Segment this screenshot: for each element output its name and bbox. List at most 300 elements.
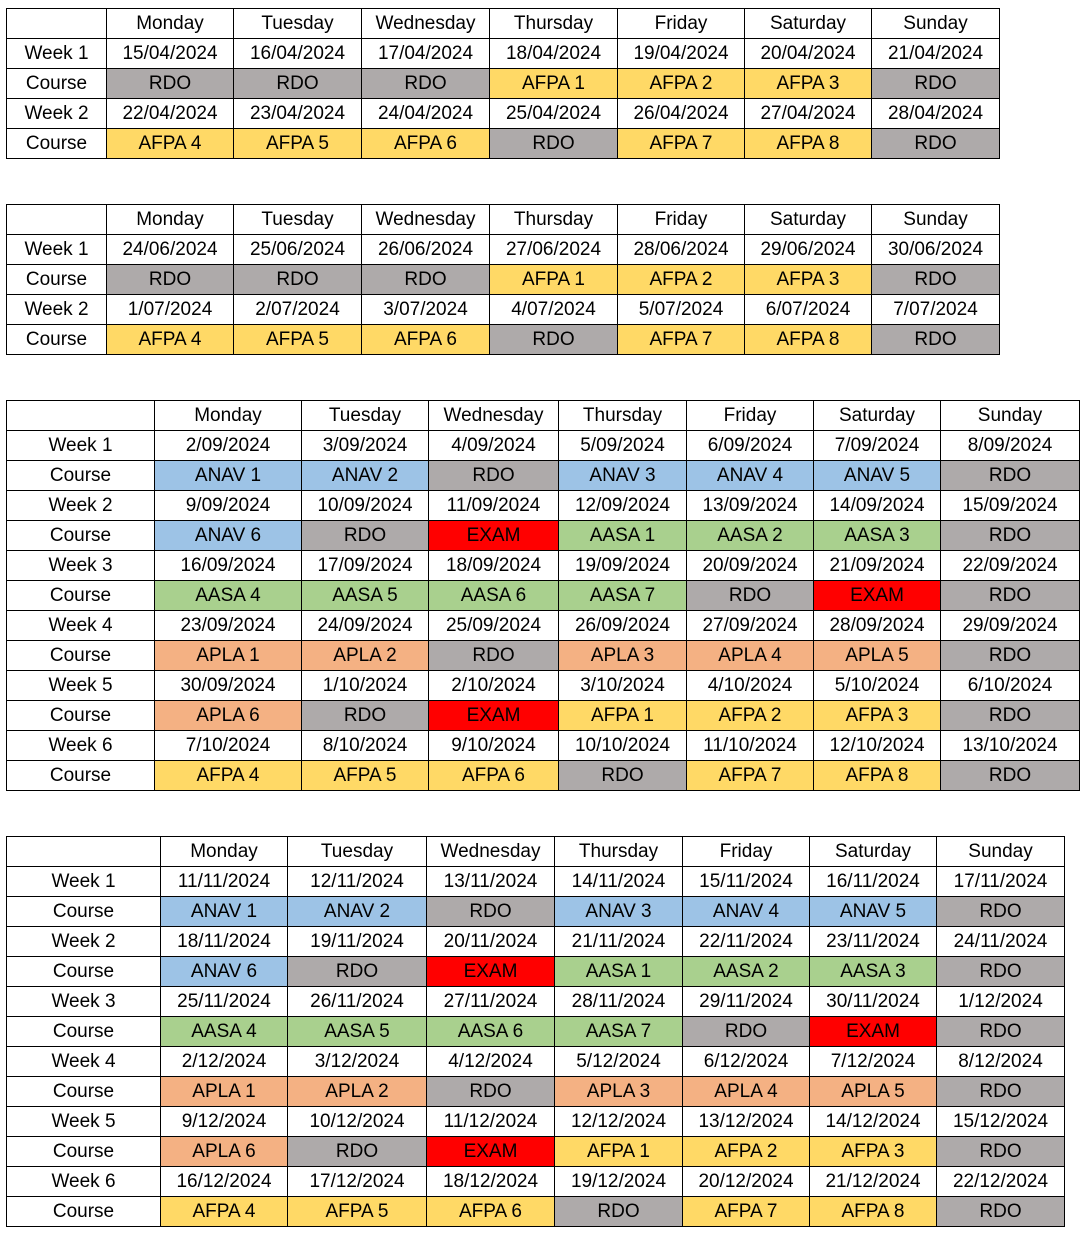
week-label: Week 6 [7, 731, 155, 761]
course-label: Course [7, 957, 161, 987]
day-header-cell: Sunday [941, 401, 1080, 431]
date-cell: 26/06/2024 [362, 235, 490, 265]
course-cell: AFPA 2 [683, 1137, 810, 1167]
date-cell: 11/09/2024 [429, 491, 559, 521]
day-header-cell: Wednesday [362, 9, 490, 39]
course-cell: ANAV 3 [559, 461, 687, 491]
date-cell: 14/11/2024 [555, 867, 683, 897]
date-cell: 8/12/2024 [937, 1047, 1065, 1077]
date-cell: 29/09/2024 [941, 611, 1080, 641]
week-dates-row [7, 611, 1080, 641]
course-row [7, 1077, 1065, 1107]
date-cell: 17/12/2024 [288, 1167, 427, 1197]
course-cell: AASA 2 [687, 521, 814, 551]
course-cell: APLA 1 [161, 1077, 288, 1107]
corner-cell [7, 205, 107, 235]
course-row [7, 69, 1000, 99]
date-cell: 2/10/2024 [429, 671, 559, 701]
day-header-cell: Sunday [872, 9, 1000, 39]
course-cell: AFPA 3 [745, 265, 872, 295]
date-cell: 17/11/2024 [937, 867, 1065, 897]
date-cell: 20/04/2024 [745, 39, 872, 69]
course-row [7, 129, 1000, 159]
schedule-table [6, 8, 1000, 159]
course-cell: AASA 5 [302, 581, 429, 611]
week-dates-row [7, 1047, 1065, 1077]
week-dates-row [7, 927, 1065, 957]
course-cell: AFPA 8 [810, 1197, 937, 1227]
course-cell: RDO [941, 521, 1080, 551]
course-cell: APLA 4 [683, 1077, 810, 1107]
day-header-cell: Tuesday [234, 9, 362, 39]
course-cell: AFPA 6 [362, 325, 490, 355]
day-header-row [7, 9, 1000, 39]
date-cell: 18/12/2024 [427, 1167, 555, 1197]
course-cell: AFPA 5 [234, 129, 362, 159]
date-cell: 16/09/2024 [155, 551, 302, 581]
course-cell: APLA 3 [559, 641, 687, 671]
course-cell: AFPA 2 [618, 265, 745, 295]
date-cell: 8/10/2024 [302, 731, 429, 761]
corner-cell [7, 837, 161, 867]
day-header-cell: Saturday [810, 837, 937, 867]
week-label: Week 6 [7, 1167, 161, 1197]
date-cell: 11/11/2024 [161, 867, 288, 897]
course-cell: ANAV 4 [687, 461, 814, 491]
date-cell: 15/04/2024 [107, 39, 234, 69]
course-cell: APLA 5 [814, 641, 941, 671]
date-cell: 16/04/2024 [234, 39, 362, 69]
day-header-cell: Monday [107, 9, 234, 39]
date-cell: 12/09/2024 [559, 491, 687, 521]
course-cell: RDO [362, 265, 490, 295]
date-cell: 25/09/2024 [429, 611, 559, 641]
date-cell: 17/04/2024 [362, 39, 490, 69]
course-cell: EXAM [429, 701, 559, 731]
course-cell: RDO [288, 957, 427, 987]
date-cell: 15/12/2024 [937, 1107, 1065, 1137]
course-cell: ANAV 2 [288, 897, 427, 927]
day-header-cell: Thursday [559, 401, 687, 431]
date-cell: 4/12/2024 [427, 1047, 555, 1077]
course-cell: RDO [937, 1197, 1065, 1227]
week-dates-row [7, 731, 1080, 761]
course-cell: AFPA 4 [107, 325, 234, 355]
date-cell: 13/09/2024 [687, 491, 814, 521]
course-cell: AFPA 7 [618, 129, 745, 159]
course-cell: AFPA 7 [618, 325, 745, 355]
course-cell: RDO [937, 1137, 1065, 1167]
day-header-cell: Wednesday [427, 837, 555, 867]
course-cell: RDO [107, 265, 234, 295]
week-dates-row [7, 491, 1080, 521]
day-header-cell: Saturday [745, 205, 872, 235]
week-dates-row [7, 99, 1000, 129]
date-cell: 2/12/2024 [161, 1047, 288, 1077]
week-dates-row [7, 1167, 1065, 1197]
date-cell: 27/09/2024 [687, 611, 814, 641]
date-cell: 4/10/2024 [687, 671, 814, 701]
date-cell: 4/07/2024 [490, 295, 618, 325]
day-header-cell: Tuesday [302, 401, 429, 431]
course-cell: AFPA 7 [683, 1197, 810, 1227]
date-cell: 19/11/2024 [288, 927, 427, 957]
date-cell: 9/10/2024 [429, 731, 559, 761]
course-cell: AASA 3 [810, 957, 937, 987]
week-label: Week 3 [7, 987, 161, 1017]
course-cell: RDO [490, 325, 618, 355]
week-label: Week 2 [7, 491, 155, 521]
week-dates-row [7, 1107, 1065, 1137]
course-cell: RDO [872, 325, 1000, 355]
course-cell: AFPA 6 [427, 1197, 555, 1227]
date-cell: 12/12/2024 [555, 1107, 683, 1137]
course-cell: AFPA 2 [687, 701, 814, 731]
course-label: Course [7, 325, 107, 355]
date-cell: 4/09/2024 [429, 431, 559, 461]
day-header-cell: Sunday [872, 205, 1000, 235]
course-cell: AFPA 7 [687, 761, 814, 791]
course-cell: RDO [941, 701, 1080, 731]
date-cell: 24/04/2024 [362, 99, 490, 129]
course-cell: RDO [683, 1017, 810, 1047]
course-cell: RDO [941, 641, 1080, 671]
course-cell: RDO [288, 1137, 427, 1167]
course-cell: AASA 5 [288, 1017, 427, 1047]
course-label: Course [7, 461, 155, 491]
date-cell: 26/09/2024 [559, 611, 687, 641]
week-dates-row [7, 987, 1065, 1017]
course-cell: RDO [872, 265, 1000, 295]
course-cell: AFPA 6 [429, 761, 559, 791]
date-cell: 25/11/2024 [161, 987, 288, 1017]
date-cell: 7/09/2024 [814, 431, 941, 461]
course-label: Course [7, 1017, 161, 1047]
course-cell: AASA 6 [427, 1017, 555, 1047]
date-cell: 17/09/2024 [302, 551, 429, 581]
date-cell: 7/07/2024 [872, 295, 1000, 325]
date-cell: 9/09/2024 [155, 491, 302, 521]
course-row [7, 265, 1000, 295]
course-cell: RDO [937, 897, 1065, 927]
date-cell: 3/09/2024 [302, 431, 429, 461]
date-cell: 22/12/2024 [937, 1167, 1065, 1197]
date-cell: 13/12/2024 [683, 1107, 810, 1137]
day-header-cell: Friday [687, 401, 814, 431]
date-cell: 21/09/2024 [814, 551, 941, 581]
course-cell: ANAV 3 [555, 897, 683, 927]
date-cell: 24/06/2024 [107, 235, 234, 265]
course-cell: RDO [872, 129, 1000, 159]
course-cell: AFPA 2 [618, 69, 745, 99]
course-cell: RDO [427, 1077, 555, 1107]
day-header-cell: Monday [161, 837, 288, 867]
date-cell: 6/07/2024 [745, 295, 872, 325]
day-header-cell: Saturday [814, 401, 941, 431]
date-cell: 28/11/2024 [555, 987, 683, 1017]
week-dates-row [7, 39, 1000, 69]
course-cell: RDO [302, 521, 429, 551]
week-label: Week 4 [7, 1047, 161, 1077]
week-label: Week 1 [7, 867, 161, 897]
date-cell: 18/04/2024 [490, 39, 618, 69]
course-cell: ANAV 5 [810, 897, 937, 927]
date-cell: 22/09/2024 [941, 551, 1080, 581]
date-cell: 23/11/2024 [810, 927, 937, 957]
course-cell: AASA 6 [429, 581, 559, 611]
date-cell: 13/11/2024 [427, 867, 555, 897]
date-cell: 27/06/2024 [490, 235, 618, 265]
date-cell: 23/09/2024 [155, 611, 302, 641]
course-cell: ANAV 1 [161, 897, 288, 927]
date-cell: 1/10/2024 [302, 671, 429, 701]
date-cell: 14/12/2024 [810, 1107, 937, 1137]
schedule-table [6, 204, 1000, 355]
date-cell: 1/07/2024 [107, 295, 234, 325]
week-label: Week 2 [7, 295, 107, 325]
date-cell: 11/10/2024 [687, 731, 814, 761]
course-cell: RDO [429, 641, 559, 671]
day-header-cell: Thursday [555, 837, 683, 867]
course-cell: RDO [490, 129, 618, 159]
course-cell: APLA 3 [555, 1077, 683, 1107]
course-label: Course [7, 1077, 161, 1107]
date-cell: 6/12/2024 [683, 1047, 810, 1077]
course-row [7, 897, 1065, 927]
date-cell: 29/11/2024 [683, 987, 810, 1017]
date-cell: 7/12/2024 [810, 1047, 937, 1077]
course-cell: AFPA 3 [745, 69, 872, 99]
course-cell: AFPA 4 [161, 1197, 288, 1227]
course-label: Course [7, 1137, 161, 1167]
course-cell: AASA 7 [555, 1017, 683, 1047]
date-cell: 7/10/2024 [155, 731, 302, 761]
course-row [7, 641, 1080, 671]
course-row [7, 1017, 1065, 1047]
course-cell: ANAV 4 [683, 897, 810, 927]
course-cell: ANAV 2 [302, 461, 429, 491]
course-label: Course [7, 897, 161, 927]
day-header-cell: Wednesday [362, 205, 490, 235]
day-header-cell: Tuesday [288, 837, 427, 867]
course-cell: RDO [687, 581, 814, 611]
course-cell: AFPA 1 [555, 1137, 683, 1167]
course-cell: RDO [234, 265, 362, 295]
date-cell: 27/04/2024 [745, 99, 872, 129]
date-cell: 6/10/2024 [941, 671, 1080, 701]
course-cell: RDO [872, 69, 1000, 99]
course-label: Course [7, 1197, 161, 1227]
course-label: Course [7, 641, 155, 671]
course-row [7, 1137, 1065, 1167]
course-label: Course [7, 761, 155, 791]
course-cell: AFPA 8 [745, 325, 872, 355]
course-cell: RDO [941, 581, 1080, 611]
day-header-cell: Friday [618, 205, 745, 235]
week-label: Week 2 [7, 99, 107, 129]
course-cell: AFPA 5 [288, 1197, 427, 1227]
date-cell: 8/09/2024 [941, 431, 1080, 461]
course-cell: RDO [555, 1197, 683, 1227]
week-label: Week 4 [7, 611, 155, 641]
date-cell: 30/11/2024 [810, 987, 937, 1017]
course-cell: AFPA 5 [302, 761, 429, 791]
week-dates-row [7, 671, 1080, 701]
week-dates-row [7, 295, 1000, 325]
date-cell: 22/11/2024 [683, 927, 810, 957]
date-cell: 25/06/2024 [234, 235, 362, 265]
date-cell: 16/11/2024 [810, 867, 937, 897]
course-cell: AFPA 8 [814, 761, 941, 791]
day-header-cell: Monday [107, 205, 234, 235]
date-cell: 10/10/2024 [559, 731, 687, 761]
week-label: Week 5 [7, 671, 155, 701]
date-cell: 5/09/2024 [559, 431, 687, 461]
course-cell: ANAV 1 [155, 461, 302, 491]
day-header-cell: Friday [683, 837, 810, 867]
day-header-cell: Thursday [490, 205, 618, 235]
date-cell: 3/10/2024 [559, 671, 687, 701]
week-label: Week 5 [7, 1107, 161, 1137]
date-cell: 24/11/2024 [937, 927, 1065, 957]
date-cell: 3/12/2024 [288, 1047, 427, 1077]
course-label: Course [7, 129, 107, 159]
day-header-cell: Sunday [937, 837, 1065, 867]
course-cell: RDO [941, 461, 1080, 491]
course-cell: AFPA 3 [810, 1137, 937, 1167]
date-cell: 5/10/2024 [814, 671, 941, 701]
course-cell: AFPA 4 [107, 129, 234, 159]
course-cell: RDO [107, 69, 234, 99]
date-cell: 11/12/2024 [427, 1107, 555, 1137]
course-cell: AASA 1 [555, 957, 683, 987]
course-cell: AFPA 1 [490, 69, 618, 99]
course-cell: AASA 3 [814, 521, 941, 551]
week-dates-row [7, 235, 1000, 265]
course-cell: AFPA 5 [234, 325, 362, 355]
date-cell: 30/06/2024 [872, 235, 1000, 265]
date-cell: 28/09/2024 [814, 611, 941, 641]
course-cell: RDO [362, 69, 490, 99]
date-cell: 19/04/2024 [618, 39, 745, 69]
week-dates-row [7, 867, 1065, 897]
week-label: Week 3 [7, 551, 155, 581]
course-cell: APLA 2 [302, 641, 429, 671]
date-cell: 21/11/2024 [555, 927, 683, 957]
date-cell: 20/12/2024 [683, 1167, 810, 1197]
course-cell: AASA 4 [155, 581, 302, 611]
date-cell: 9/12/2024 [161, 1107, 288, 1137]
date-cell: 26/11/2024 [288, 987, 427, 1017]
date-cell: 1/12/2024 [937, 987, 1065, 1017]
course-cell: EXAM [810, 1017, 937, 1047]
course-row [7, 1197, 1065, 1227]
date-cell: 20/09/2024 [687, 551, 814, 581]
week-label: Week 1 [7, 431, 155, 461]
date-cell: 20/11/2024 [427, 927, 555, 957]
date-cell: 12/10/2024 [814, 731, 941, 761]
week-dates-row [7, 551, 1080, 581]
course-cell: RDO [429, 461, 559, 491]
date-cell: 19/12/2024 [555, 1167, 683, 1197]
day-header-row [7, 837, 1065, 867]
date-cell: 29/06/2024 [745, 235, 872, 265]
week-label: Week 2 [7, 927, 161, 957]
course-row [7, 701, 1080, 731]
course-cell: APLA 6 [161, 1137, 288, 1167]
course-cell: RDO [302, 701, 429, 731]
course-row [7, 761, 1080, 791]
course-label: Course [7, 69, 107, 99]
date-cell: 16/12/2024 [161, 1167, 288, 1197]
course-cell: EXAM [814, 581, 941, 611]
course-label: Course [7, 521, 155, 551]
course-cell: RDO [234, 69, 362, 99]
day-header-cell: Saturday [745, 9, 872, 39]
course-cell: RDO [937, 1017, 1065, 1047]
course-row [7, 325, 1000, 355]
course-cell: APLA 4 [687, 641, 814, 671]
schedule-table [6, 836, 1065, 1227]
course-label: Course [7, 701, 155, 731]
course-cell: RDO [937, 957, 1065, 987]
course-cell: EXAM [429, 521, 559, 551]
course-row [7, 461, 1080, 491]
date-cell: 12/11/2024 [288, 867, 427, 897]
day-header-cell: Thursday [490, 9, 618, 39]
date-cell: 21/04/2024 [872, 39, 1000, 69]
date-cell: 3/07/2024 [362, 295, 490, 325]
course-cell: EXAM [427, 957, 555, 987]
date-cell: 6/09/2024 [687, 431, 814, 461]
course-cell: AFPA 1 [559, 701, 687, 731]
date-cell: 23/04/2024 [234, 99, 362, 129]
course-cell: AFPA 3 [814, 701, 941, 731]
date-cell: 18/09/2024 [429, 551, 559, 581]
course-cell: ANAV 5 [814, 461, 941, 491]
day-header-cell: Monday [155, 401, 302, 431]
date-cell: 26/04/2024 [618, 99, 745, 129]
date-cell: 21/12/2024 [810, 1167, 937, 1197]
course-cell: RDO [559, 761, 687, 791]
course-cell: AFPA 1 [490, 265, 618, 295]
week-label: Week 1 [7, 39, 107, 69]
course-cell: AASA 2 [683, 957, 810, 987]
date-cell: 22/04/2024 [107, 99, 234, 129]
day-header-cell: Tuesday [234, 205, 362, 235]
date-cell: 27/11/2024 [427, 987, 555, 1017]
course-cell: APLA 5 [810, 1077, 937, 1107]
day-header-cell: Wednesday [429, 401, 559, 431]
date-cell: 28/04/2024 [872, 99, 1000, 129]
date-cell: 5/07/2024 [618, 295, 745, 325]
course-cell: RDO [937, 1077, 1065, 1107]
course-cell: ANAV 6 [155, 521, 302, 551]
date-cell: 13/10/2024 [941, 731, 1080, 761]
day-header-row [7, 401, 1080, 431]
course-cell: APLA 1 [155, 641, 302, 671]
course-cell: RDO [941, 761, 1080, 791]
course-cell: EXAM [427, 1137, 555, 1167]
date-cell: 19/09/2024 [559, 551, 687, 581]
course-cell: AFPA 6 [362, 129, 490, 159]
course-row [7, 521, 1080, 551]
date-cell: 10/12/2024 [288, 1107, 427, 1137]
schedule-table [6, 400, 1080, 791]
course-cell: AFPA 8 [745, 129, 872, 159]
date-cell: 2/09/2024 [155, 431, 302, 461]
day-header-cell: Friday [618, 9, 745, 39]
